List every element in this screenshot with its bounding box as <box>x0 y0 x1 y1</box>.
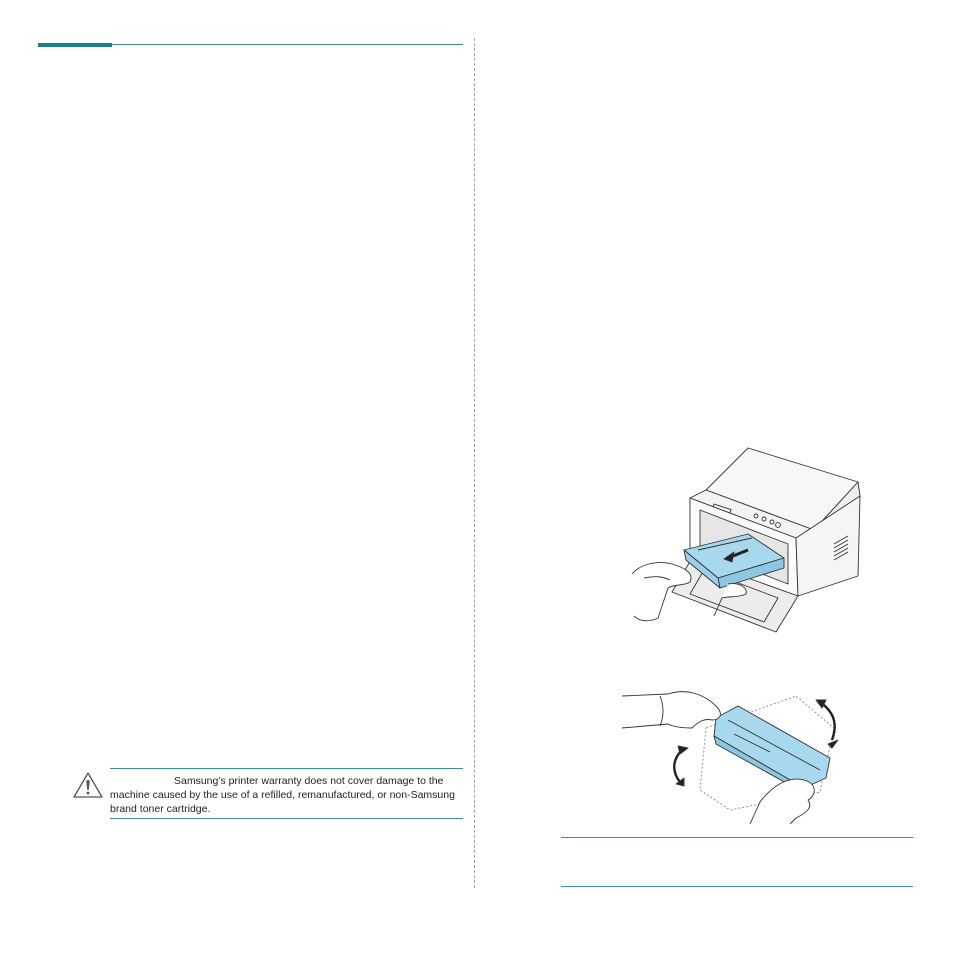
header-accent-bar <box>38 43 112 47</box>
cartridge-shake-illustration <box>620 684 852 824</box>
column-divider <box>474 38 475 888</box>
note-top-rule <box>561 837 913 838</box>
note-bottom-rule <box>561 886 913 887</box>
caution-text: Samsung’s printer warranty does not cover damage to the machine caused by the use of a refilled, remanufactured, or non-Samsung brand toner cartridge. <box>110 775 455 815</box>
printer-cartridge-removal-illustration <box>628 446 864 636</box>
caution-bottom-rule <box>110 818 463 819</box>
caution-triangle-icon <box>72 771 104 799</box>
caution-top-rule <box>110 768 463 769</box>
